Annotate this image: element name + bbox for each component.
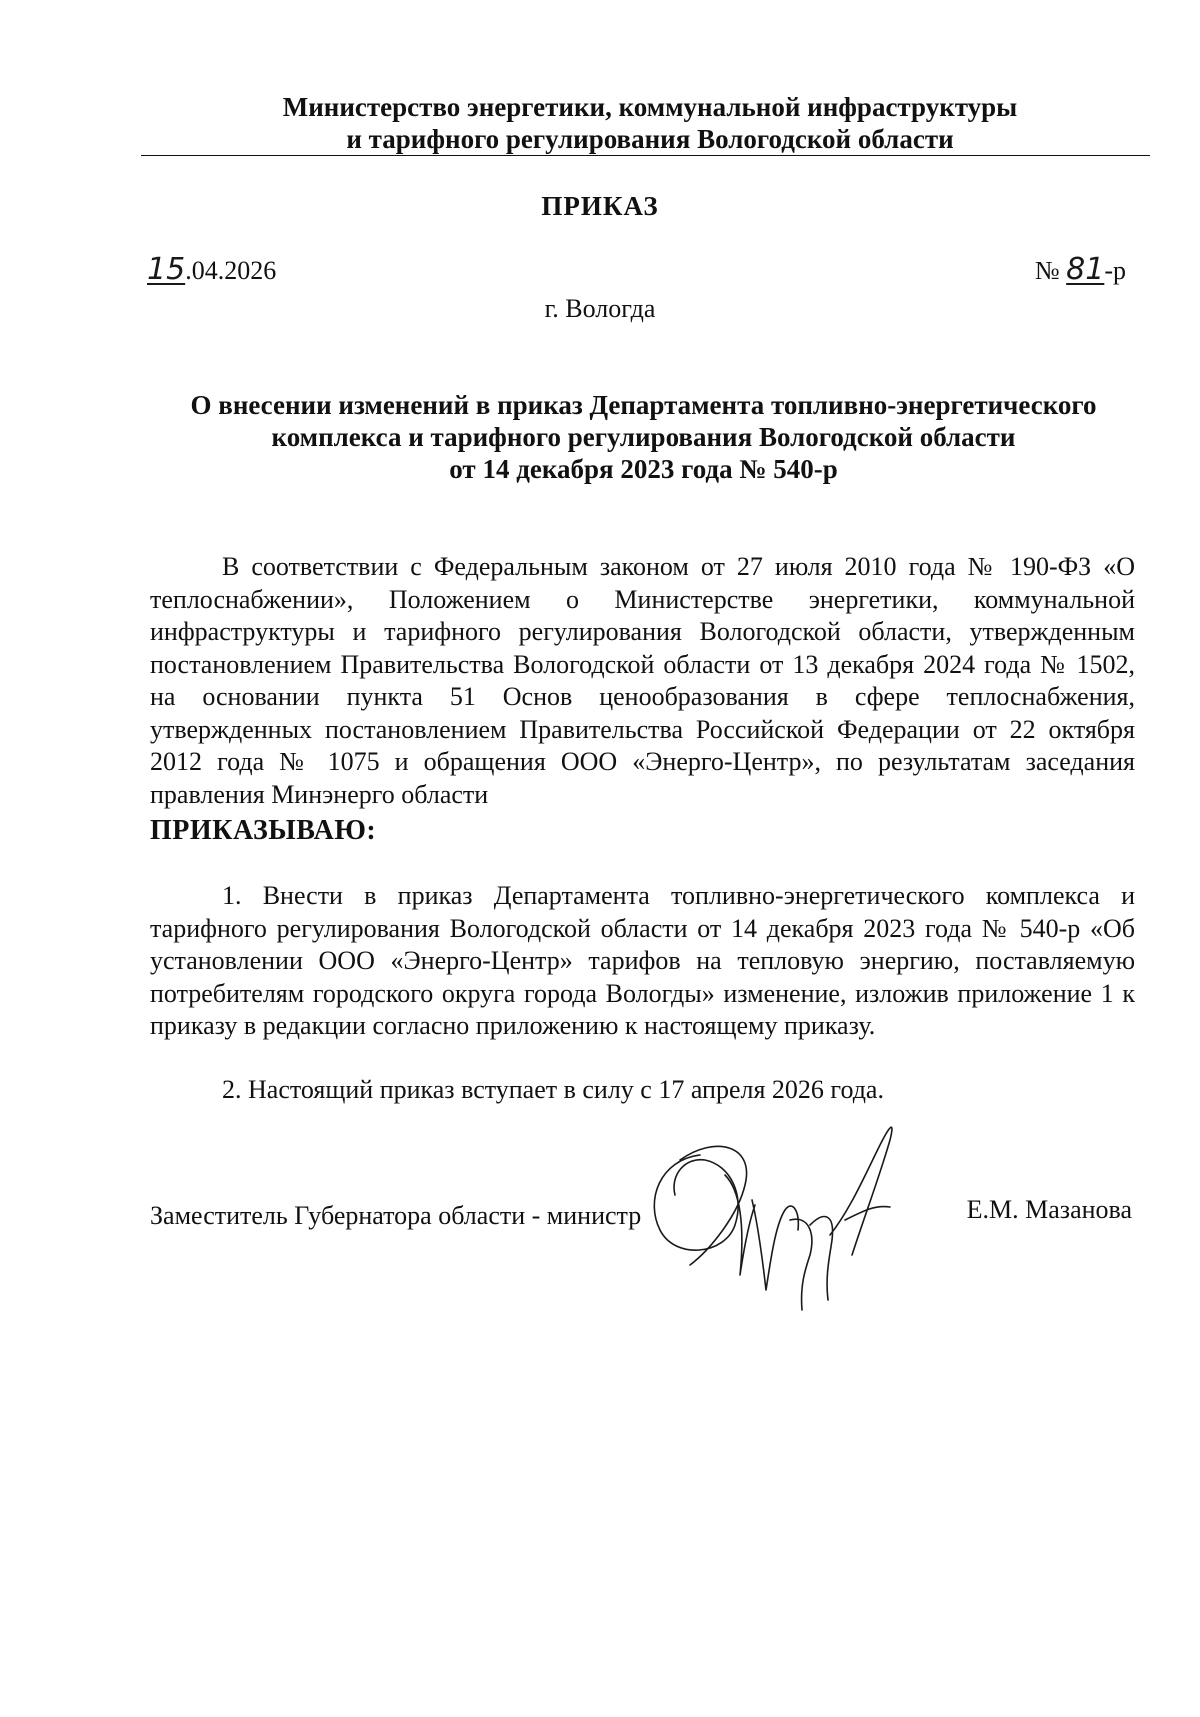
document-number [1034, 252, 1126, 287]
order-item-1: 1. Внести в приказ Департамента топливно-энергетического комплекса и тарифного регулирования Вологодской области от 14 декабря 2023 года № 540-р «Об установлении ООО «Энерго-Центр» тарифов на тепловую энергию, поставляемую потребителям городского округа города Вологды» изменение, изложив приложение 1 к приказу в редакции согласно приложению к настоящему приказу. [150, 881, 1135, 1040]
number-handwritten: 81 [1066, 252, 1105, 287]
document-title-line1: О внесении изменений в приказ Департамента топливно-энергетического [190, 390, 1097, 420]
signatory-name: Е.М. Мазанова [966, 1195, 1132, 1224]
number-prefix: № [1034, 256, 1060, 285]
header-divider [141, 155, 1150, 156]
date-day-handwritten: 15 [147, 252, 186, 287]
signatory-position: Заместитель Губернатора области - министр [150, 1201, 642, 1230]
number-suffix: -р [1104, 256, 1126, 285]
document-title-line2: комплекса и тарифного регулирования Вологодской области [271, 422, 1016, 452]
document-type: ПРИКАЗ [541, 191, 659, 221]
preamble-paragraph: В соответствии с Федеральным законом от 27 июля 2010 года № 190-ФЗ «О теплоснабжении», Положением о Министерстве энергетики, коммунальной инфраструктуры и тарифного регулирования Вологодской области, утвержденным постановлением Правительства Вологодской области от 13 декабря 2024 года № 1502, на основании пункта 51 Основ ценообразования в сфере теплоснабжения, утвержденных постановлением Правительства Российской Федерации от 22 октября 2012 года № 1075 и обращения ООО «Энерго-Центр», по результатам заседания правления Минэнерго области [150, 552, 1135, 809]
document-date [147, 252, 277, 287]
handwritten-signature [640, 1115, 940, 1315]
ministry-name-line2: и тарифного регулирования Вологодской области [346, 124, 954, 154]
document-city: г. Вологда [544, 294, 656, 323]
order-word: ПРИКАЗЫВАЮ: [150, 815, 377, 846]
document-title-line3: от 14 декабря 2023 года № 540-р [449, 454, 838, 484]
ministry-name-line1: Министерство энергетики, коммунальной инфраструктуры [282, 92, 1018, 122]
order-item-2: 2. Настоящий приказ вступает в силу с 17 апреля 2026 года. [222, 1075, 884, 1104]
date-month-year: .04.2026 [185, 256, 277, 285]
